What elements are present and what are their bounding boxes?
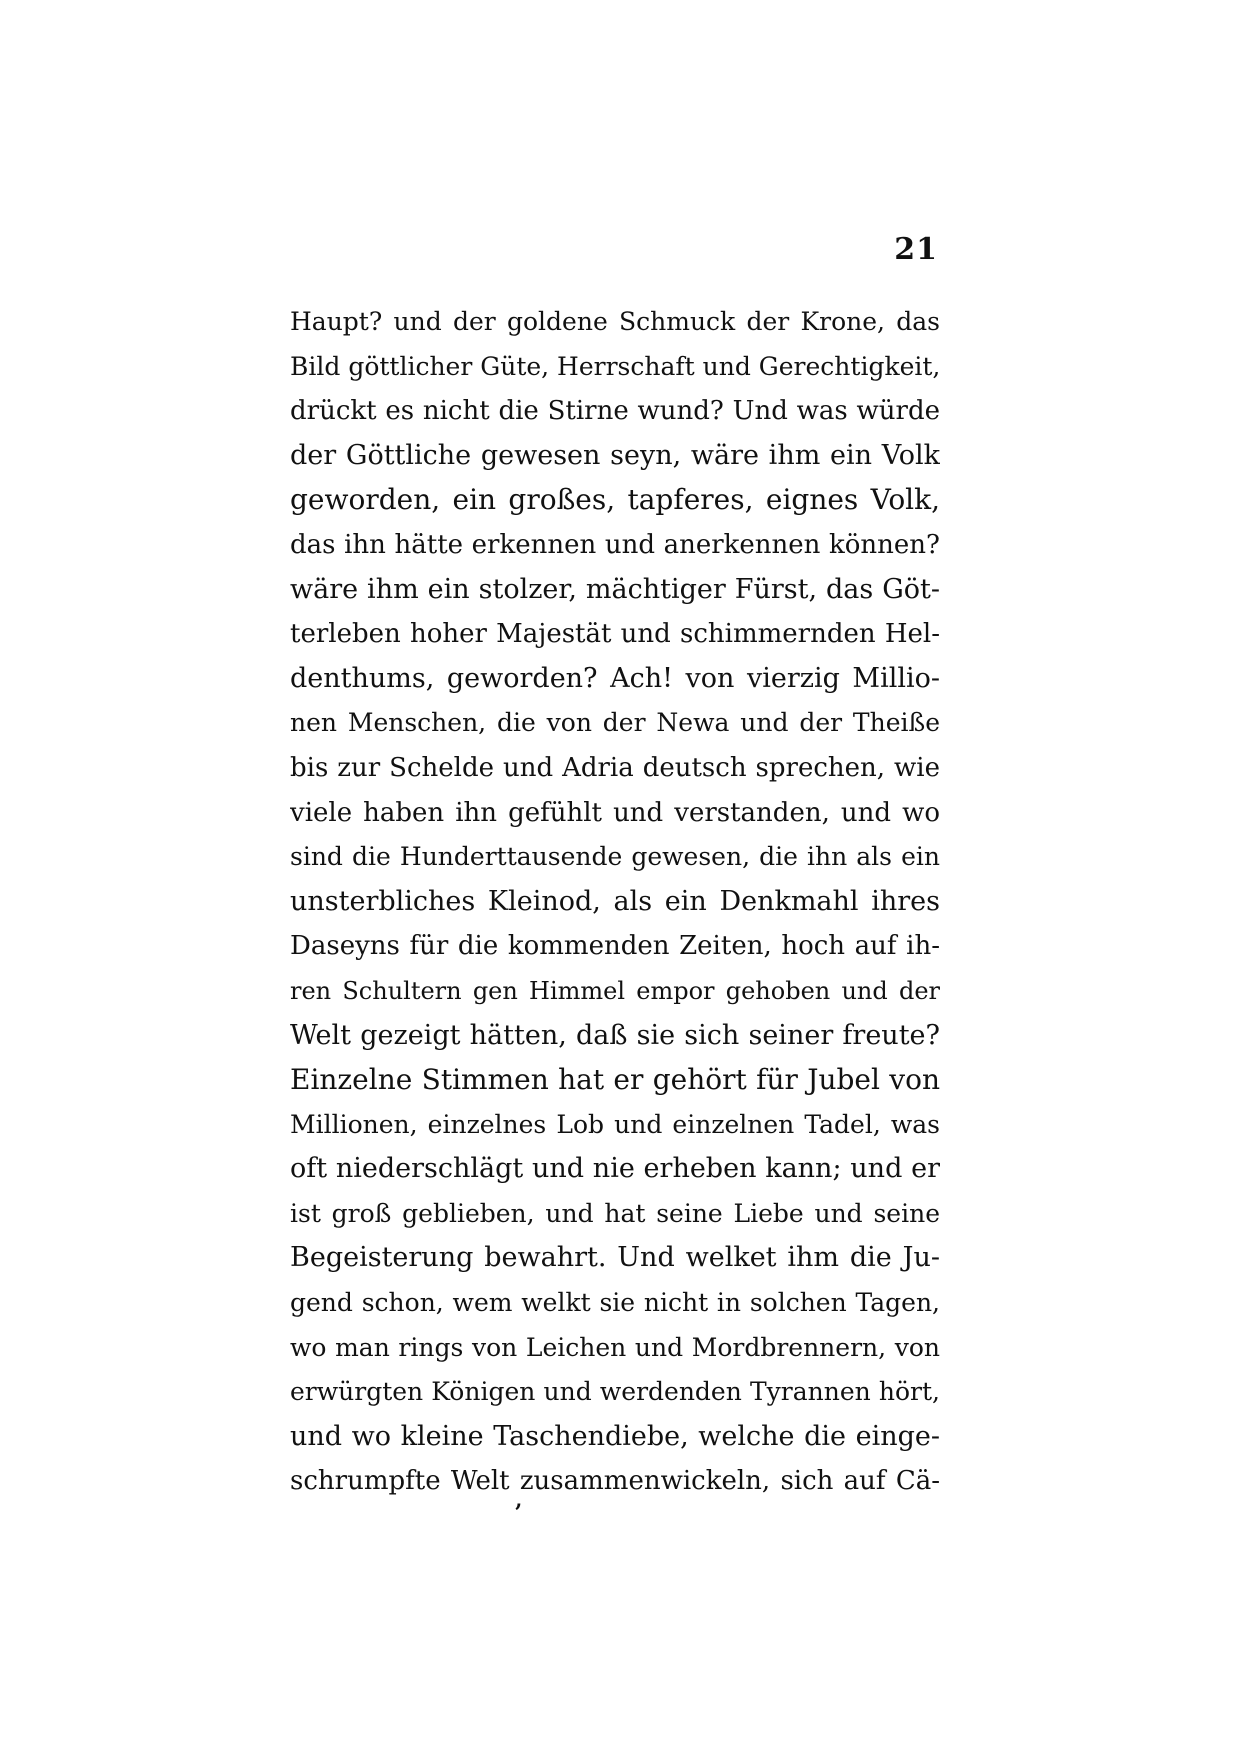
text-line: denthums, geworden? Ach! von vierzig Millio- [290,662,940,694]
text-line: Einzelne Stimmen hat er gehört für Jubel von [290,1063,940,1097]
text-line: der Göttliche gewesen seyn, wäre ihm ein Volk [290,439,940,471]
text-line: schrumpfte Welt zusammenwickeln, sich auf Cä- [290,1466,940,1497]
text-line: unsterbliches Kleinod, als ein Denkmahl ihres [290,885,940,917]
text-line: Daseyns für die kommenden Zeiten, hoch auf ih- [290,931,940,962]
text-line: nen Menschen, die von der Newa und der Theiße [290,708,940,738]
text-line: das ihn hätte erkennen und anerkennen können? [290,529,940,560]
text-line: Bild göttlicher Güte, Herrschaft und Gerechtigkeit, [290,351,940,381]
text-line: erwürgten Königen und werdenden Tyrannen hört, [290,1377,940,1407]
signature-mark: ʼ [514,1500,522,1526]
text-line: Welt gezeigt hätten, daß sie sich seiner freute? [290,1019,940,1051]
text-line: Begeisterung bewahrt. Und welket ihm die Ju- [290,1242,940,1274]
text-line: gend schon, wem welkt sie nicht in solchen Tagen, [290,1288,940,1318]
body-text [290,300,940,1504]
text-line: ren Schultern gen Himmel empor gehoben und der [290,976,940,1005]
text-line: Millionen, einzelnes Lob und einzelnen Tadel, was [290,1109,940,1139]
text-line: wäre ihm ein stolzer, mächtiger Fürst, das Göt- [290,573,940,605]
page-number: 21 [894,232,938,267]
text-line: terleben hoher Majestät und schimmernden Hel- [290,619,940,650]
text-line: oft niederschlägt und nie erheben kann; und er [290,1153,940,1185]
text-line: viele haben ihn gefühlt und verstanden, und wo [290,797,940,828]
text-line: wo man rings von Leichen und Mordbrennern, von [290,1332,940,1362]
text-line: Haupt? und der goldene Schmuck der Krone, das [290,307,940,336]
text-line: und wo kleine Taschendiebe, welche die einge- [290,1420,940,1452]
text-line: bis zur Schelde und Adria deutsch sprechen, wie [290,752,940,783]
text-line: drückt es nicht die Stirne wund? Und was würde [290,396,940,427]
text-line: ist groß geblieben, und hat seine Liebe und seine [290,1198,940,1228]
text-line: sind die Hunderttausende gewesen, die ihn als ein [290,842,940,872]
text-line: geworden, ein großes, tapferes, eignes Volk, [290,483,940,517]
